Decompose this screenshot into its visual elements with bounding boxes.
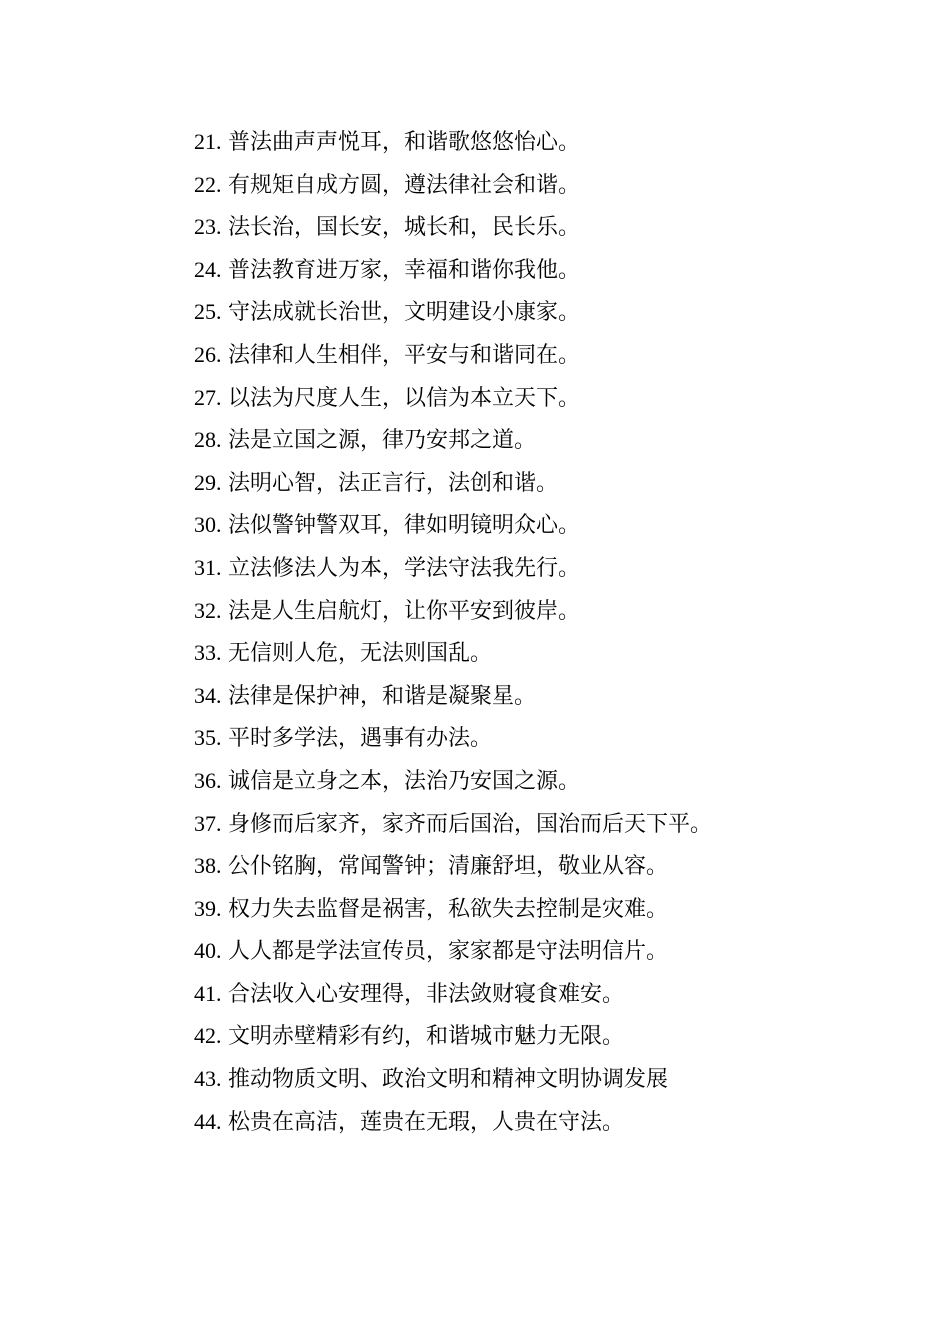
item-number: 44. (194, 1108, 222, 1134)
item-text: 无信则人危，无法则国乱。 (228, 641, 493, 667)
item-text: 法似警钟警双耳，律如明镜明众心。 (228, 513, 581, 539)
item-number: 29. (194, 469, 222, 495)
item-text: 合法收入心安理得，非法敛财寝食难安。 (228, 981, 625, 1007)
list-item (194, 803, 712, 846)
item-number: 32. (194, 597, 222, 623)
list-item (194, 249, 712, 292)
item-number: 26. (194, 341, 222, 367)
item-number: 24. (194, 256, 222, 282)
item-number: 35. (194, 725, 222, 751)
list-item (194, 1058, 712, 1101)
item-number: 31. (194, 554, 222, 580)
item-number: 41. (194, 980, 222, 1006)
list-item (194, 164, 712, 207)
list-item (194, 845, 712, 888)
item-number: 42. (194, 1023, 222, 1049)
item-text: 松贵在高洁，莲贵在无瑕，人贵在守法。 (228, 1109, 625, 1135)
item-text: 权力失去监督是祸害，私欲失去控制是灾难。 (228, 896, 669, 922)
item-text: 普法曲声声悦耳，和谐歌悠悠怡心。 (228, 130, 581, 155)
list-item (194, 334, 712, 377)
list-item (194, 121, 712, 164)
list-item (194, 547, 712, 590)
item-number: 28. (194, 427, 222, 453)
item-number: 34. (194, 682, 222, 708)
list-item (194, 973, 712, 1016)
slogan-list (194, 121, 712, 1143)
item-number: 27. (194, 384, 222, 410)
item-text: 法明心智，法正言行，法创和谐。 (228, 470, 559, 496)
list-item (194, 462, 712, 505)
item-number: 22. (194, 171, 222, 197)
item-text: 守法成就长治世，文明建设小康家。 (228, 300, 581, 326)
item-text: 以法为尺度人生，以信为本立天下。 (228, 385, 581, 411)
item-number: 43. (194, 1066, 222, 1092)
list-item (194, 590, 712, 633)
item-text: 有规矩自成方圆，遵法律社会和谐。 (228, 172, 581, 198)
list-item (194, 1101, 712, 1144)
item-text: 法是立国之源，律乃安邦之道。 (228, 428, 537, 454)
item-text: 法律和人生相伴，平安与和谐同在。 (228, 342, 581, 368)
item-number: 37. (194, 810, 222, 836)
item-text: 公仆铭胸，常闻警钟；清廉舒坦，敬业从容。 (228, 854, 669, 880)
item-text: 立法修法人为本，学法守法我先行。 (228, 555, 581, 581)
list-item (194, 675, 712, 718)
item-text: 法律是保护神，和谐是凝聚星。 (228, 683, 537, 709)
item-text: 法长治，国长安，城长和，民长乐。 (228, 215, 581, 241)
list-item (194, 888, 712, 931)
item-text: 普法教育进万家，幸福和谐你我他。 (228, 257, 581, 283)
list-item (194, 717, 712, 760)
list-item (194, 291, 712, 334)
item-number: 25. (194, 299, 222, 325)
item-number: 23. (194, 214, 222, 240)
item-text: 法是人生启航灯，让你平安到彼岸。 (228, 598, 581, 624)
item-number: 38. (194, 853, 222, 879)
item-text: 推动物质文明、政治文明和精神文明协调发展 (228, 1067, 669, 1093)
list-item (194, 206, 712, 249)
item-text: 诚信是立身之本，法治乃安国之源。 (228, 768, 581, 794)
list-item (194, 632, 712, 675)
item-number: 30. (194, 512, 222, 538)
item-number: 39. (194, 895, 222, 921)
list-item (194, 930, 712, 973)
list-item (194, 760, 712, 803)
item-text: 平时多学法，遇事有办法。 (228, 726, 493, 752)
item-text: 文明赤壁精彩有约，和谐城市魅力无限。 (228, 1024, 625, 1050)
item-number: 33. (194, 640, 222, 666)
item-number: 36. (194, 767, 222, 793)
item-text: 人人都是学法宣传员，家家都是守法明信片。 (228, 939, 669, 965)
list-item (194, 377, 712, 420)
item-number: 40. (194, 938, 222, 964)
item-text: 身修而后家齐，家齐而后国治，国治而后天下平。 (228, 811, 713, 837)
list-item (194, 1015, 712, 1058)
list-item (194, 504, 712, 547)
item-number: 21. (194, 129, 222, 154)
list-item (194, 419, 712, 462)
